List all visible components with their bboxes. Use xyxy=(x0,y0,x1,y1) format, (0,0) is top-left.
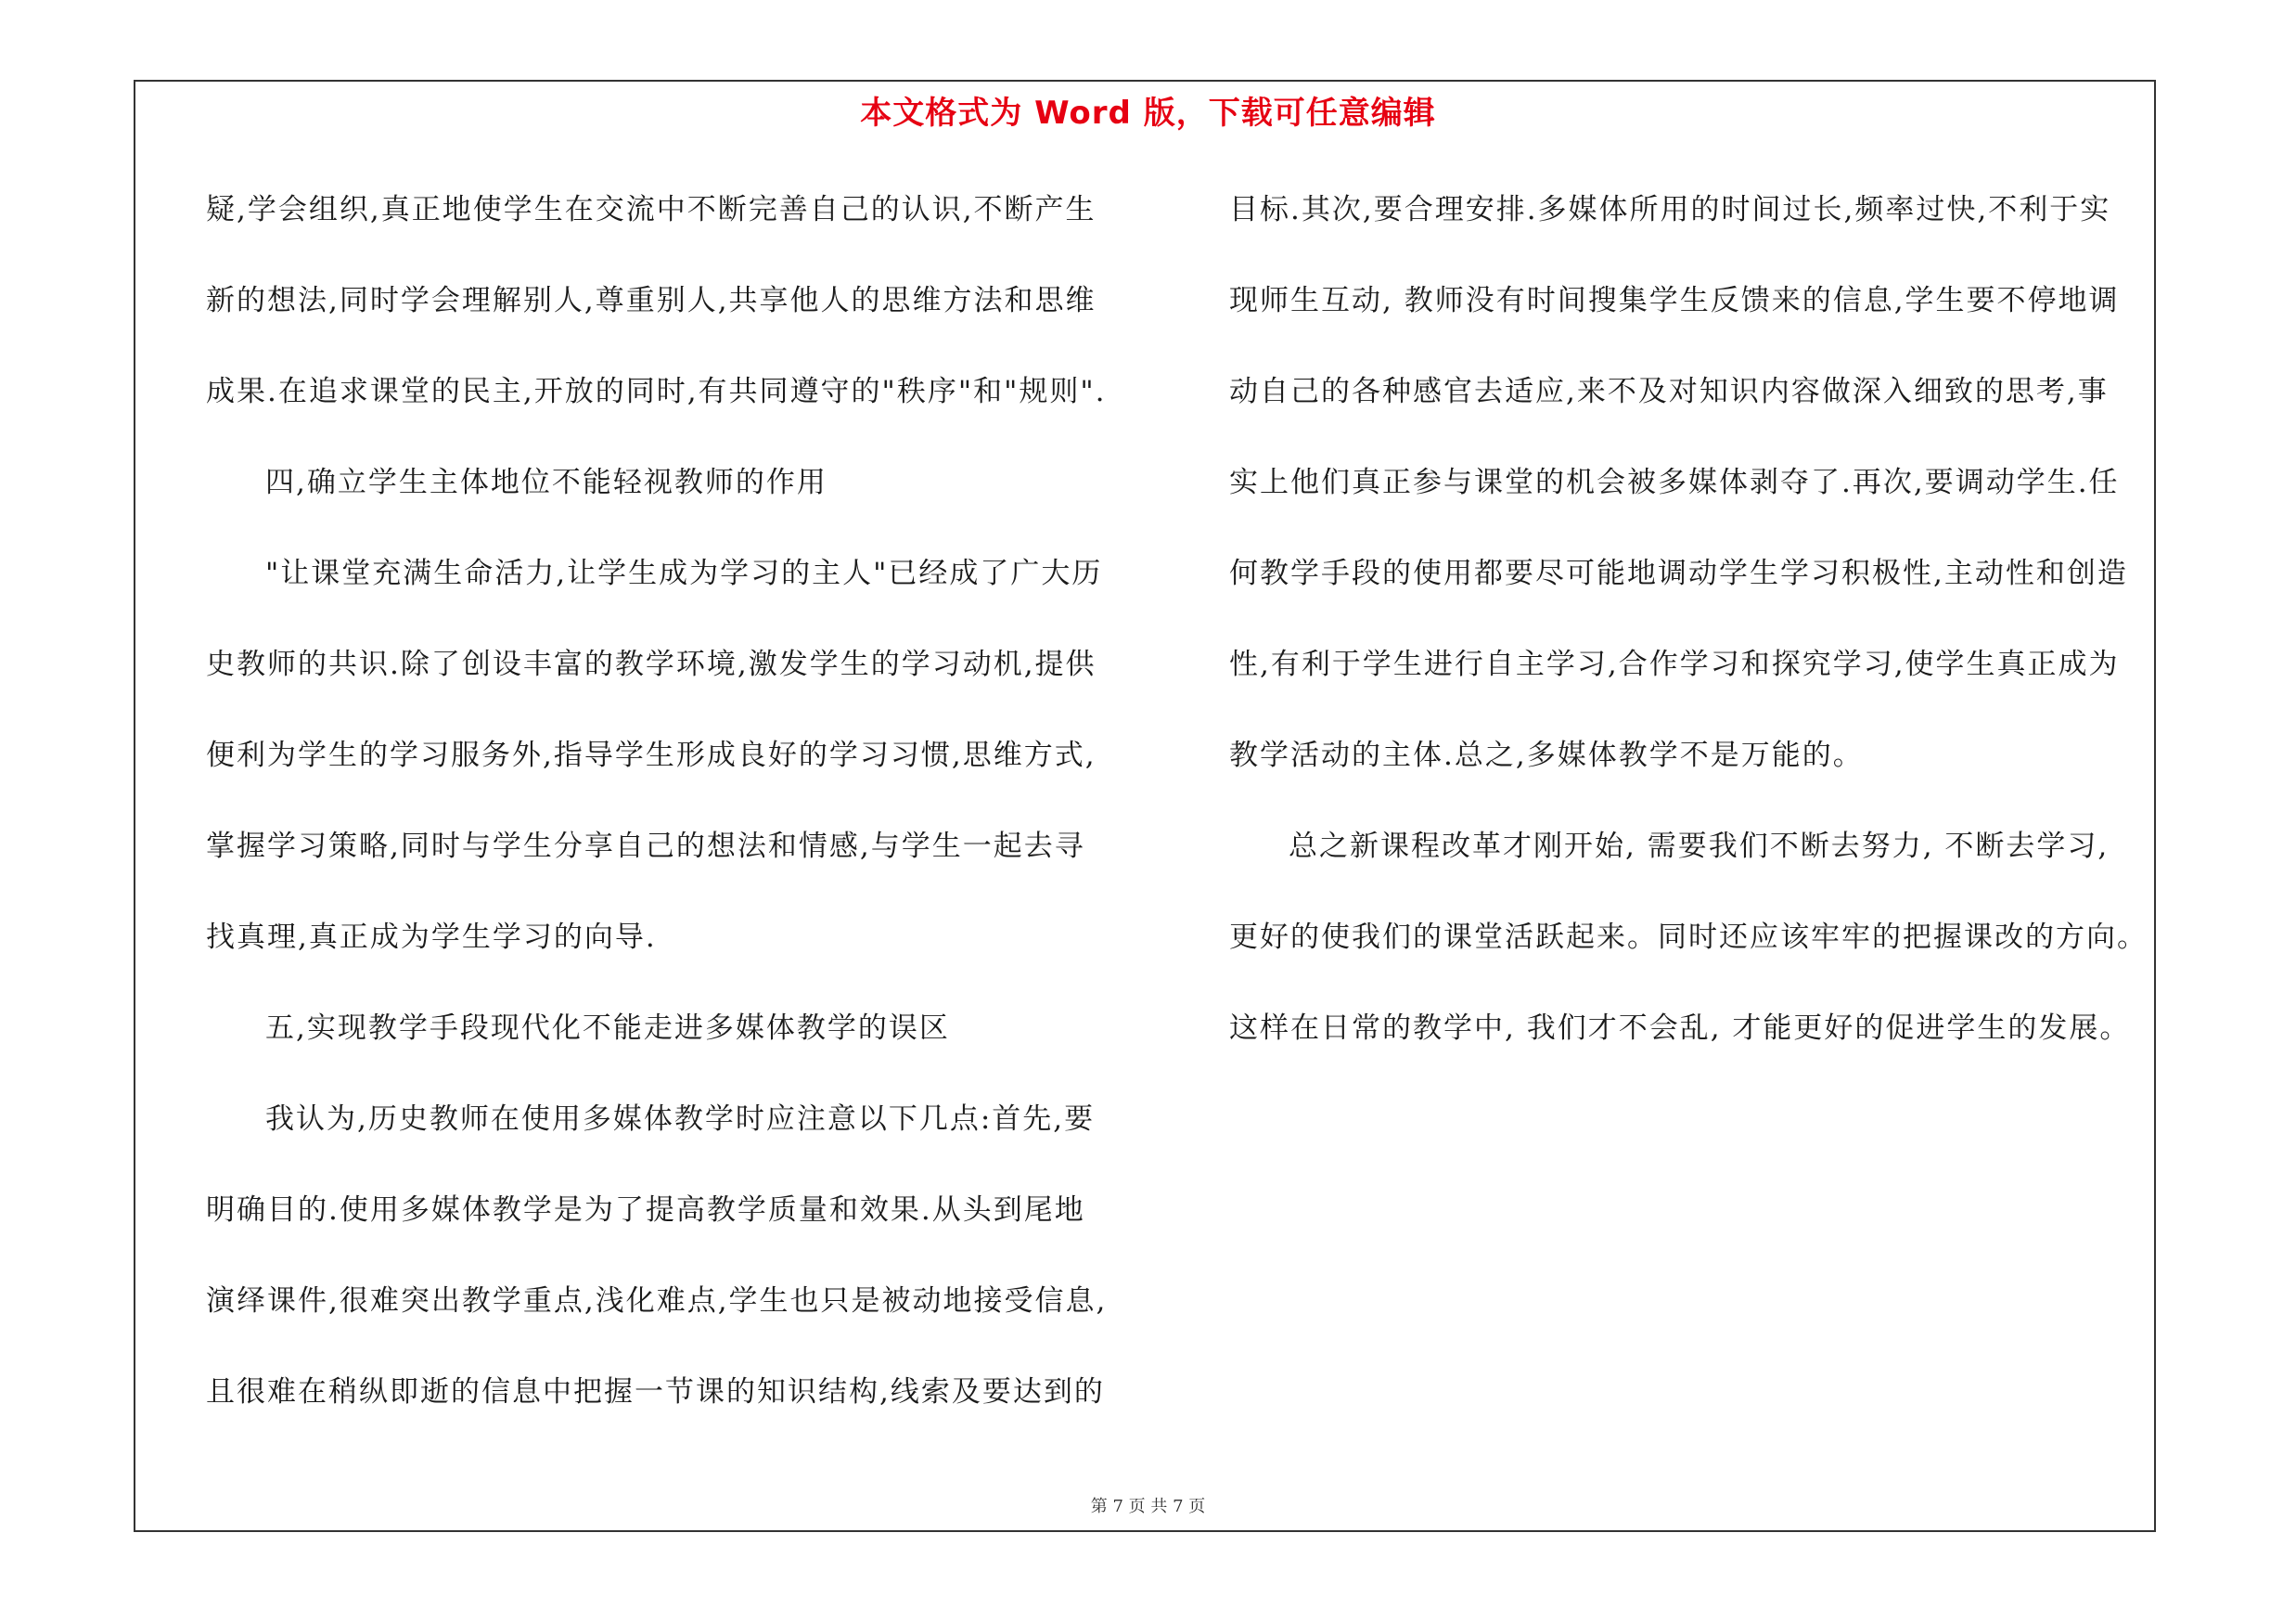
text-line: 找真理,真正成为学生学习的向导. xyxy=(206,921,657,954)
text-line: 这样在日常的教学中, 我们才不会乱, 才能更好的促进学生的发展。 xyxy=(1229,1011,2131,1045)
page-number: 第 7 页 共 7 页 xyxy=(1090,1497,1206,1516)
text-line: 现师生互动, 教师没有时间搜集学生反馈来的信息,学生要不停地调 xyxy=(1229,284,2120,317)
text-line: 史教师的共识.除了创设丰富的教学环境,激发学生的学习动机,提供 xyxy=(206,648,1097,681)
text-line: 且很难在稍纵即逝的信息中把握一节课的知识结构,线索及要达到的 xyxy=(206,1375,1105,1409)
text-line: 成果.在追求课堂的民主,开放的同时,有共同遵守的"秩序"和"规则". xyxy=(206,375,1107,408)
text-line: 总之新课程改革才刚开始, 需要我们不断去努力, 不断去学习, xyxy=(1289,830,2110,863)
text-line: 便利为学生的学习服务外,指导学生形成良好的学习习惯,思维方式, xyxy=(206,739,1097,772)
header-banner: 本文格式为 Word 版，下载可任意编辑 xyxy=(860,95,1436,132)
text-line: 性,有利于学生进行自主学习,合作学习和探究学习,使学生真正成为 xyxy=(1229,648,2120,681)
text-line: "让课堂充满生命活力,让学生成为学习的主人"已经成了广大历 xyxy=(265,557,1103,590)
text-line: 动自己的各种感官去适应,来不及对知识内容做深入细致的思考,事 xyxy=(1229,375,2109,408)
text-line: 掌握学习策略,同时与学生分享自己的想法和情感,与学生一起去寻 xyxy=(206,830,1085,863)
text-line: 实上他们真正参与课堂的机会被多媒体剥夺了.再次,要调动学生.任 xyxy=(1229,466,2120,499)
text-line: 五,实现教学手段现代化不能走进多媒体教学的误区 xyxy=(265,1011,950,1045)
text-line: 目标.其次,要合理安排.多媒体所用的时间过长,频率过快,不利于实 xyxy=(1229,193,2111,226)
text-line: 明确目的.使用多媒体教学是为了提高教学质量和效果.从头到尾地 xyxy=(206,1193,1085,1227)
text-line: 新的想法,同时学会理解别人,尊重别人,共享他人的思维方法和思维 xyxy=(206,284,1097,317)
text-line: 更好的使我们的课堂活跃起来。同时还应该牢牢的把握课改的方向。 xyxy=(1229,921,2148,954)
text-line: 我认为,历史教师在使用多媒体教学时应注意以下几点:首先,要 xyxy=(265,1102,1096,1136)
text-line: 何教学手段的使用都要尽可能地调动学生学习积极性,主动性和创造 xyxy=(1229,557,2128,590)
right-column xyxy=(1229,182,2175,1091)
text-line: 四,确立学生主体地位不能轻视教师的作用 xyxy=(265,466,827,499)
text-line: 教学活动的主体.总之,多媒体教学不是万能的。 xyxy=(1229,739,1864,772)
text-line: 疑,学会组织,真正地使学生在交流中不断完善自己的认识,不断产生 xyxy=(206,193,1097,226)
text-line: 演绎课件,很难突出教学重点,浅化难点,学生也只是被动地接受信息, xyxy=(206,1284,1108,1318)
left-column xyxy=(206,182,1134,1455)
